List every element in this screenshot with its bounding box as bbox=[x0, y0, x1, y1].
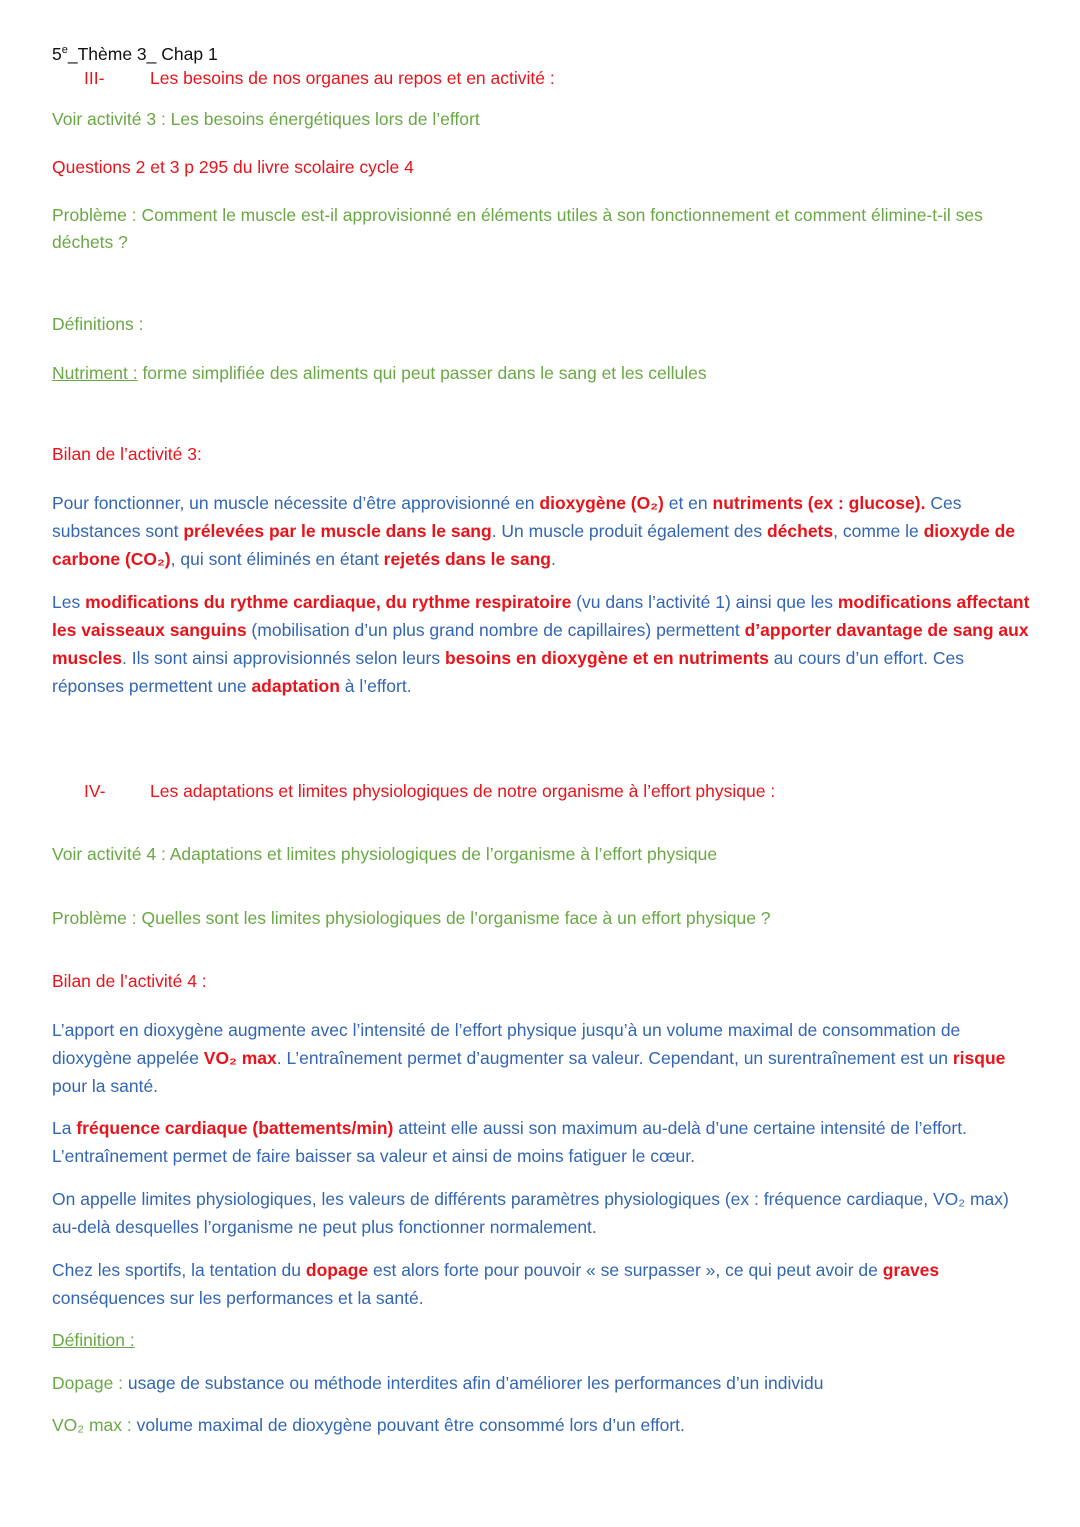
text-run: , qui sont éliminés en étant bbox=[170, 549, 384, 569]
section-3-numeral: III- bbox=[84, 68, 105, 88]
emphasized-text: fréquence cardiaque (battements/min) bbox=[76, 1118, 394, 1138]
text-run: . Un muscle produit également des bbox=[491, 521, 767, 541]
section-4-numeral: IV- bbox=[84, 781, 106, 801]
emphasized-text: dopage bbox=[305, 1260, 369, 1280]
text-run: pour la santé. bbox=[52, 1076, 159, 1096]
definition-dopage-text: usage de substance ou méthode interdites afin d’améliorer les performances d’un individu bbox=[123, 1373, 824, 1393]
bilan-4-paragraph-4 bbox=[52, 1256, 1037, 1312]
emphasized-text: VO₂ max bbox=[203, 1048, 277, 1068]
text-run: L’apport en dioxygène augmente avec l’intensité de l’effort physique jusqu’à un volume maximal de consommation de dioxygène appelée bbox=[52, 1020, 961, 1068]
section-4-title: Les adaptations et limites physiologiques de notre organisme à l’effort physique : bbox=[150, 781, 776, 801]
bilan-4-paragraph-2 bbox=[52, 1114, 1037, 1170]
text-run: conséquences sur les performances et la santé. bbox=[52, 1288, 424, 1308]
text-run: Pour fonctionner, un muscle nécessite d’être approvisionné en bbox=[52, 493, 540, 513]
emphasized-text: dioxygène (O₂) bbox=[539, 493, 664, 513]
definition-nutriment bbox=[52, 359, 1037, 387]
bilan-3-paragraph-1 bbox=[52, 489, 1037, 573]
text-run: atteint elle aussi son maximum au-delà d’une certaine intensité de l’effort. L’entraînement permet de faire baisser sa valeur et ainsi de moins fatiguer le cœur. bbox=[52, 1118, 967, 1166]
text-run: . L’entraînement permet d’augmenter sa valeur. Cependant, un surentraînement est un bbox=[276, 1048, 953, 1068]
text-run: . bbox=[550, 549, 556, 569]
header-superscript: e bbox=[61, 44, 68, 57]
emphasized-text: modifications du rythme cardiaque, du rythme respiratoire bbox=[85, 592, 572, 612]
emphasized-text: besoins en dioxygène et en nutriments bbox=[445, 648, 769, 668]
definition-vo2max bbox=[52, 1411, 1037, 1439]
bilan-3-paragraph-2 bbox=[52, 588, 1037, 700]
bilan-4-heading: Bilan de l’activité 4 : bbox=[52, 971, 207, 991]
text-run: Chez les sportifs, la tentation du bbox=[52, 1260, 306, 1280]
text-run: Les bbox=[52, 592, 86, 612]
problem-3: Problème : Comment le muscle est-il approvisionné en éléments utiles à son fonctionnement et comment élimine-t-il ses déchets ? bbox=[52, 205, 983, 252]
definition-dopage-term: Dopage : bbox=[52, 1373, 124, 1393]
text-run: . Ils sont ainsi approvisionnés selon leurs bbox=[122, 648, 445, 668]
emphasized-text: dioxyde de carbone (CO₂) bbox=[52, 521, 1015, 569]
definition-heading: Définition : bbox=[52, 1330, 135, 1350]
text-run: est alors forte pour pouvoir « se surpasser », ce qui peut avoir de bbox=[368, 1260, 883, 1280]
text-run: , comme le bbox=[833, 521, 924, 541]
bilan-3-heading: Bilan de l’activité 3: bbox=[52, 444, 202, 464]
text-run: (vu dans l’activité 1) ainsi que les bbox=[571, 592, 838, 612]
problem-4: Problème : Quelles sont les limites physiologiques de l’organisme face à un effort physique ? bbox=[52, 908, 771, 928]
text-run: Ces substances sont bbox=[52, 493, 962, 541]
questions-reference: Questions 2 et 3 p 295 du livre scolaire cycle 4 bbox=[52, 157, 414, 177]
header-rest: _Thème 3_ Chap 1 bbox=[67, 44, 218, 64]
emphasized-text: rejetés dans le sang bbox=[383, 549, 551, 569]
section-4-heading bbox=[84, 777, 1069, 805]
activity-4-reference: Voir activité 4 : Adaptations et limites physiologiques de l’organisme à l’effort physique bbox=[52, 844, 718, 864]
definition-vo2max-term: VO₂ max : bbox=[52, 1415, 132, 1435]
text-run: à l’effort. bbox=[339, 676, 412, 696]
text-run: La bbox=[52, 1118, 77, 1138]
emphasized-text: déchets bbox=[766, 521, 834, 541]
definition-text: forme simplifiée des aliments qui peut passer dans le sang et les cellules bbox=[137, 363, 707, 383]
emphasized-text: d’apporter davantage de sang aux muscles bbox=[52, 620, 1029, 668]
definitions-heading: Définitions : bbox=[52, 314, 144, 334]
text-run: au cours d’un effort. Ces réponses permettent une bbox=[52, 648, 965, 696]
bilan-4-paragraph-3 bbox=[52, 1185, 1037, 1241]
emphasized-text: risque bbox=[952, 1048, 1006, 1068]
activity-3-reference: Voir activité 3 : Les besoins énergétiques lors de l’effort bbox=[52, 109, 480, 129]
text-run: On appelle limites physiologiques, les valeurs de différents paramètres physiologiques (ex : fréquence cardiaque, VO₂ max) au-delà desquelles l’organisme ne peut plus fonctionner normalement. bbox=[52, 1189, 1009, 1237]
section-3-title: Les besoins de nos organes au repos et en activité : bbox=[150, 68, 555, 88]
text-run: et en bbox=[663, 493, 713, 513]
bilan-4-paragraph-1 bbox=[52, 1016, 1037, 1100]
definition-term: Nutriment : bbox=[52, 363, 138, 383]
emphasized-text: modifications affectant les vaisseaux sanguins bbox=[52, 592, 1030, 640]
emphasized-text: prélevées par le muscle dans le sang bbox=[183, 521, 492, 541]
text-run: (mobilisation d’un plus grand nombre de capillaires) permettent bbox=[246, 620, 745, 640]
definition-vo2max-text: volume maximal de dioxygène pouvant être consommé lors d’un effort. bbox=[131, 1415, 685, 1435]
emphasized-text: nutriments (ex : glucose). bbox=[712, 493, 926, 513]
definition-dopage bbox=[52, 1369, 1037, 1397]
section-3-heading bbox=[84, 64, 1069, 92]
emphasized-text: graves bbox=[882, 1260, 940, 1280]
header-prefix: 5 bbox=[52, 44, 62, 64]
emphasized-text: adaptation bbox=[251, 676, 340, 696]
